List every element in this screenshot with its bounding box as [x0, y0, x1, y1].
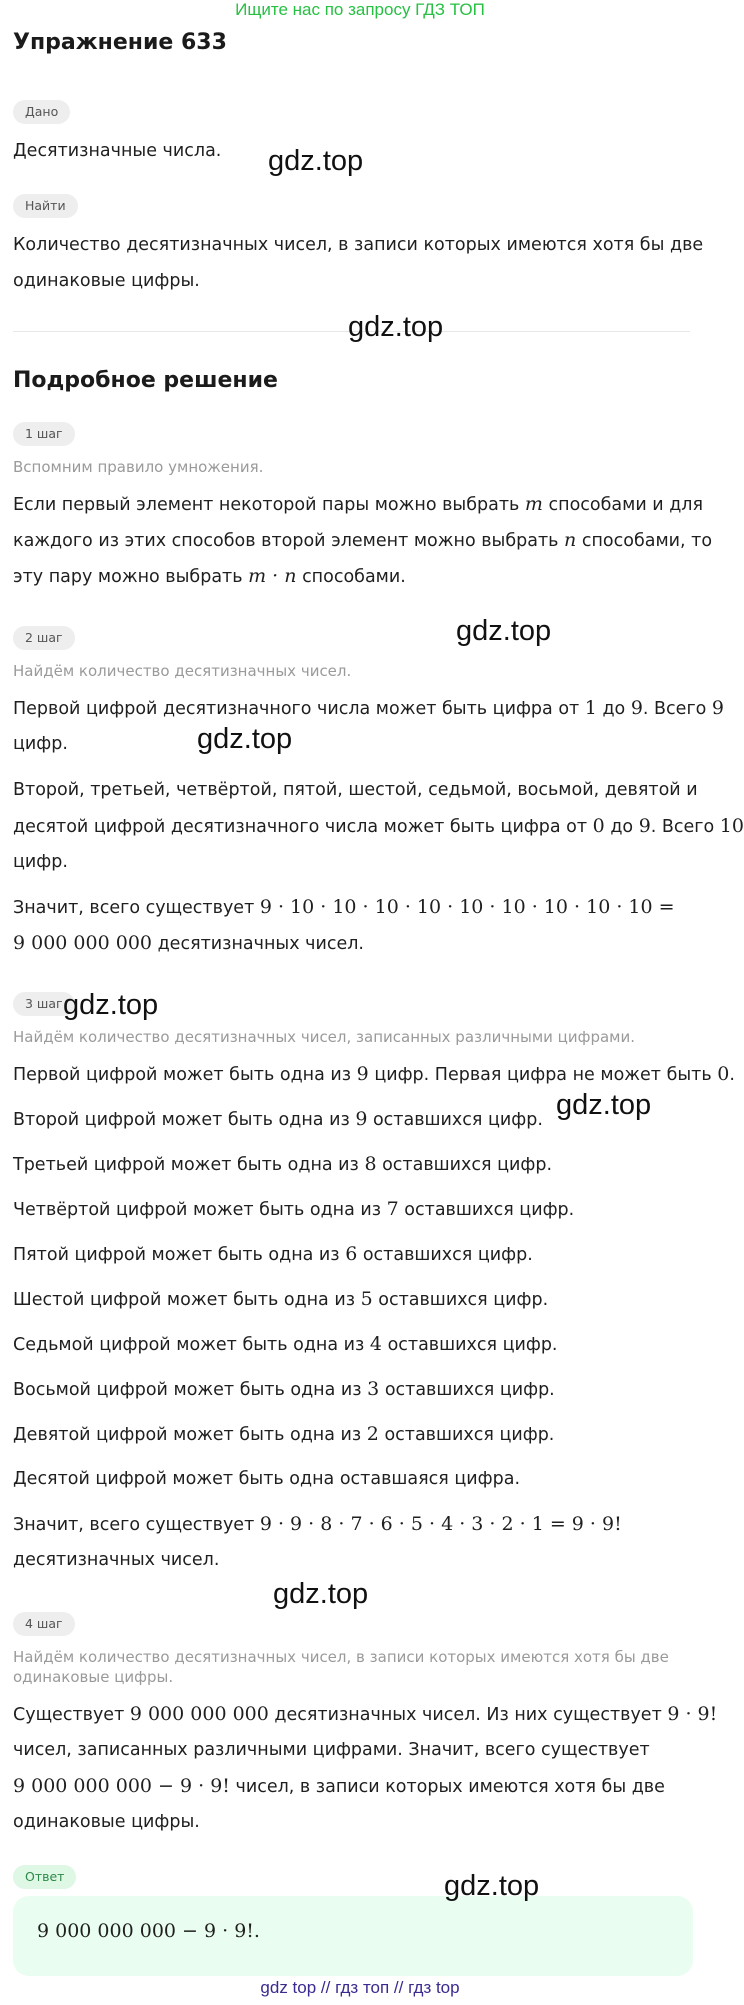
step-4-badge: 4 шаг	[13, 1612, 75, 1636]
watermark: gdz.top	[556, 1089, 652, 1121]
watermark: gdz.top	[273, 1578, 369, 1610]
find-line-1: Количество десятизначных чисел, в записи которых имеются хотя бы две	[13, 235, 704, 255]
answer-badge: Ответ	[13, 1865, 76, 1889]
step-3-line-5: Пятой цифрой может быть одна из 6 оставшихся цифр.	[13, 1243, 533, 1265]
step-2-para-2-line-3: цифр.	[13, 852, 68, 872]
top-banner: Ищите нас по запросу ГДЗ ТОП	[235, 0, 485, 19]
step-3-line-6: Шестой цифрой может быть одна из 5 оставшихся цифр.	[13, 1288, 549, 1310]
watermark: gdz.top	[63, 989, 159, 1021]
step-2-para-1-line-1: Первой цифрой десятизначного числа может быть цифра от 1 до 9. Всего 9	[13, 697, 724, 719]
solution-title: Подробное решение	[13, 368, 278, 393]
watermark: gdz.top	[444, 1870, 540, 1902]
step-2-para-2-line-2: десятой цифрой десятизначного числа может быть цифра от 0 до 9. Всего 10	[13, 815, 744, 837]
step-3-sum-line-1: Значит, всего существует 9 · 9 · 8 · 7 · 6 · 5 · 4 · 3 · 2 · 1 = 9 · 9!	[13, 1513, 622, 1535]
step-3-line-9: Девятой цифрой может быть одна из 2 оставшихся цифр.	[13, 1423, 555, 1445]
step-1-hint: Вспомним правило умножения.	[13, 458, 264, 476]
given-badge: Дано	[13, 100, 70, 124]
step-1-badge: 1 шаг	[13, 422, 75, 446]
footer-links[interactable]: gdz top // гдз топ // гдз top	[260, 1978, 460, 1997]
step-2-hint: Найдём количество десятизначных чисел.	[13, 662, 352, 680]
step-1-line-2: каждого из этих способов второй элемент можно выбрать n способами, то	[13, 529, 713, 551]
step-3-sum-line-2: десятизначных чисел.	[13, 1550, 220, 1570]
step-3-line-7: Седьмой цифрой может быть одна из 4 оставшихся цифр.	[13, 1333, 558, 1355]
page-title: Упражнение 633	[13, 30, 227, 55]
find-badge: Найти	[13, 194, 78, 218]
step-3-line-2: Второй цифрой может быть одна из 9 оставшихся цифр.	[13, 1108, 543, 1130]
step-4-line-3: 9 000 000 000 − 9 · 9! чисел, в записи которых имеются хотя бы две	[13, 1775, 665, 1797]
watermark: gdz.top	[197, 723, 293, 755]
step-2-para-3-line-1: Значит, всего существует 9 · 10 · 10 · 10 · 10 · 10 · 10 · 10 · 10 · 10 =	[13, 896, 675, 918]
step-3-hint: Найдём количество десятизначных чисел, записанных различными цифрами.	[13, 1028, 636, 1046]
step-3-line-3: Третьей цифрой может быть одна из 8 оставшихся цифр.	[13, 1153, 553, 1175]
step-2-para-2-line-1: Второй, третьей, четвёртой, пятой, шестой, седьмой, восьмой, девятой и	[13, 780, 698, 800]
answer-value: 9 000 000 000 − 9 · 9!.	[37, 1920, 260, 1942]
given-text: Десятизначные числа.	[13, 141, 222, 161]
watermark: gdz.top	[348, 311, 444, 343]
watermark: gdz.top	[268, 145, 364, 177]
step-3-line-1: Первой цифрой может быть одна из 9 цифр. Первая цифра не может быть 0.	[13, 1063, 735, 1085]
step-3-line-10: Десятой цифрой может быть одна оставшаяся цифра.	[13, 1469, 521, 1489]
step-2-para-1-line-2: цифр.	[13, 734, 68, 754]
watermark: gdz.top	[456, 615, 552, 647]
step-4-hint-1: Найдём количество десятизначных чисел, в записи которых имеются хотя бы две	[13, 1648, 669, 1666]
step-3-line-4: Четвёртой цифрой может быть одна из 7 оставшихся цифр.	[13, 1198, 575, 1220]
step-1-line-1: Если первый элемент некоторой пары можно выбрать m способами и для	[13, 493, 704, 515]
step-3-badge: 3 шаг	[13, 992, 75, 1016]
step-1-line-3: эту пару можно выбрать m · n способами.	[13, 565, 406, 587]
step-4-line-2: чисел, записанных различными цифрами. Значит, всего существует	[13, 1740, 650, 1760]
find-line-2: одинаковые цифры.	[13, 271, 200, 291]
step-2-badge: 2 шаг	[13, 626, 75, 650]
step-2-para-3-line-2: 9 000 000 000 десятизначных чисел.	[13, 932, 364, 954]
step-4-hint-2: одинаковые цифры.	[13, 1668, 174, 1686]
step-4-line-4: одинаковые цифры.	[13, 1812, 200, 1832]
step-3-line-8: Восьмой цифрой может быть одна из 3 оставшихся цифр.	[13, 1378, 555, 1400]
step-4-line-1: Существует 9 000 000 000 десятизначных чисел. Из них существует 9 · 9!	[13, 1703, 718, 1725]
